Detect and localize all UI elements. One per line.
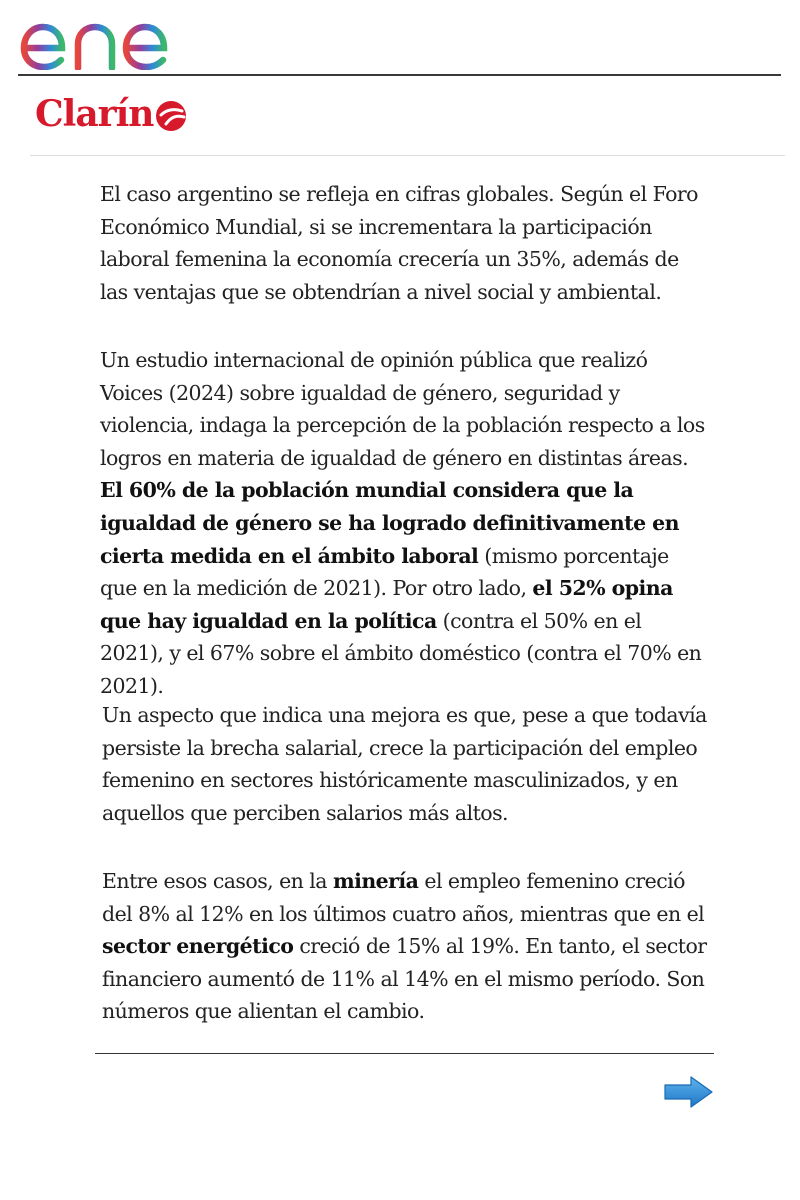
paragraph-2-highlight-1: El 60% de la población mundial considera que la igualdad de género se ha logrado definitivamente en cierta medida en el ámbito laboral (100, 478, 680, 568)
clarin-wordmark: Clarín (35, 93, 154, 135)
paragraph-4-text-2: el empleo femenino creció del 8% al 12% en los últimos cuatro años, mientras que en el (102, 869, 705, 926)
article-end-divider (95, 1053, 714, 1054)
paragraph-4-text-3: creció de 15% al 19%. En tanto, el sector financiero aumentó de 11% al 14% en el mismo período. Son números que alientan el cambio. (102, 934, 707, 1024)
paragraph-4-highlight-1: minería (332, 869, 419, 893)
paragraph-2-text-2: (mismo porcentaje que en la medición de 2021). Por otro lado, (100, 543, 669, 601)
paragraph-4-highlight-2: sector energético (102, 934, 294, 959)
article-paragraph-2 (100, 344, 710, 703)
article-paragraph-3: Un aspecto que indica una mejora es que, pese a que todavía persiste la brecha salarial, crece la participación del empleo femenino en sectores históricamente masculinizados, y en aquellos que perciben salarios más altos. (102, 703, 707, 825)
paragraph-2-text-3: (contra el 50% en el 2021), y el 67% sobre el ámbito doméstico (contra el 70% en 2021). (100, 608, 702, 698)
article-paragraph-1: El caso argentino se refleja en cifras globales. Según el Foro Económico Mundial, si se incrementara la participación laboral femenina la economía crecería un 35%, además de las ventajas que se obtendrían a nivel social y ambiental. (100, 182, 698, 304)
clarin-divider (30, 155, 785, 156)
paragraph-4-text-1: Entre esos casos, en la (102, 869, 333, 893)
paragraph-2-highlight-2: el 52% opina que hay igualdad en la política (100, 576, 673, 633)
arrow-right-icon[interactable] (662, 1074, 714, 1110)
article-paragraph-4 (102, 865, 712, 1028)
clarin-logo[interactable] (35, 92, 188, 136)
header-divider (18, 74, 781, 76)
enel-logo (18, 4, 193, 70)
clarin-emblem-icon (154, 99, 188, 133)
paragraph-2-text-1: Un estudio internacional de opinión pública que realizó Voices (2024) sobre igualdad de género, seguridad y violencia, indaga la percepción de la población respecto a los logros en materia de igualdad de género en distintas áreas. (100, 348, 705, 470)
